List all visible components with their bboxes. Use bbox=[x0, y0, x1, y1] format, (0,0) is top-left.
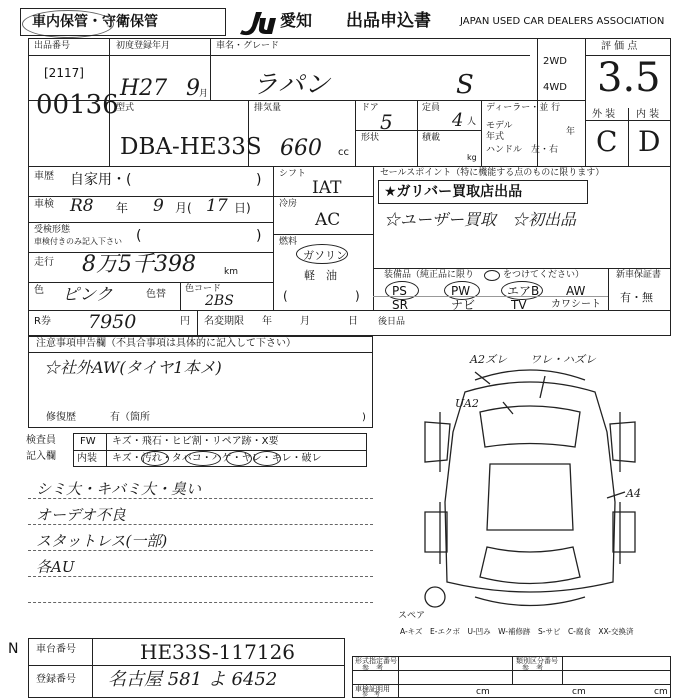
handle-label: ハンドル 左・右 bbox=[486, 145, 559, 155]
model-year-sub: 年式 bbox=[486, 132, 505, 142]
ac-label: 冷房 bbox=[279, 199, 298, 209]
notes-frame bbox=[28, 336, 373, 428]
selling-line: ☆ユーザー買取 ☆初出品 bbox=[384, 210, 577, 229]
receive-close: ) bbox=[256, 228, 262, 244]
first-reg-month: 9 bbox=[186, 76, 200, 101]
inspect-label: 車検 bbox=[34, 199, 54, 210]
storage-circle-mark bbox=[22, 10, 114, 38]
plate-label: 登録番号 bbox=[36, 674, 76, 685]
lot-label: 出品番号 bbox=[34, 41, 71, 51]
equip-sr: SR bbox=[392, 298, 408, 312]
selling-highlight: ★ガリバー買取店出品 bbox=[384, 184, 523, 200]
shift-value: IAT bbox=[312, 178, 342, 198]
type-label: 型式 bbox=[116, 103, 135, 113]
tobacco-circle bbox=[185, 451, 221, 466]
receive-note: 車検付きのみ記入下さい bbox=[34, 237, 122, 246]
fuel-gasoline: ガソリン bbox=[303, 249, 347, 262]
shift-label: シフト bbox=[279, 169, 307, 179]
drive-4wd: 4WD bbox=[543, 82, 567, 93]
equip-aw: AW bbox=[566, 284, 586, 298]
lot-small-number: [2117] bbox=[44, 66, 84, 80]
dim-label-2: 参 考 bbox=[362, 691, 381, 698]
deadline-label: 名変期限 bbox=[204, 316, 244, 327]
color-change-label: 色替 bbox=[146, 289, 166, 300]
use-close: ) bbox=[256, 172, 262, 188]
receive-label: 受検形態 bbox=[34, 225, 71, 235]
exterior-grade: C bbox=[596, 125, 618, 158]
model-year-label: モデル bbox=[486, 121, 513, 131]
class-label-2: 参 考 bbox=[522, 664, 543, 672]
drive-2wd: 2WD bbox=[543, 56, 567, 67]
displacement-value: 660 bbox=[280, 136, 322, 161]
interior-grade: D bbox=[638, 125, 661, 158]
equipment-label-suffix: をつけてください） bbox=[503, 270, 585, 280]
mileage-unit: km bbox=[224, 267, 238, 277]
displacement-unit: cc bbox=[338, 147, 349, 158]
color-code-label: 色コード bbox=[185, 284, 222, 294]
equip-navi: ナビ bbox=[451, 298, 476, 312]
inspector-row1: キズ・飛石・ヒビ割・リペア跡・X要 bbox=[112, 436, 279, 447]
fuel-gasoline-circle bbox=[296, 244, 348, 264]
plate-value: 名古屋 581 よ 6452 bbox=[108, 669, 278, 690]
use-label: 車歴 bbox=[34, 171, 54, 182]
ju-logo bbox=[238, 8, 278, 36]
equipment-label: 装備品（純正品に限り bbox=[384, 270, 475, 280]
ac-value: AC bbox=[315, 210, 341, 230]
mileage-label: 走行 bbox=[34, 257, 54, 268]
deadline-month: 月 bbox=[300, 316, 310, 327]
inspector-line-1: シミ大・キバミ大・臭い bbox=[36, 480, 202, 498]
region-label: 愛知 bbox=[280, 11, 313, 30]
capacity-unit: 人 bbox=[467, 117, 477, 127]
receive-open: ( bbox=[136, 228, 142, 244]
inspector-line-4: 各AU bbox=[36, 558, 75, 576]
color-code-value: 2BS bbox=[205, 293, 234, 309]
first-reg-label: 初度登録年月 bbox=[116, 41, 171, 51]
equip-leather: カワシート bbox=[551, 299, 601, 310]
doors-label: ドア bbox=[361, 103, 379, 113]
inspect-month-unit: 月( bbox=[175, 201, 192, 215]
fuel-label: 燃料 bbox=[279, 237, 298, 247]
equip-pw-circle bbox=[444, 281, 480, 300]
equip-pw: PW bbox=[451, 284, 471, 298]
lot-number: 00136 bbox=[36, 90, 119, 120]
displacement-label: 排気量 bbox=[254, 103, 282, 113]
inspector-label-1: 検査員 bbox=[26, 435, 56, 446]
fuel-close: ) bbox=[355, 289, 360, 303]
notes-label: 注意事項申告欄（不具合事項は具体的に記入して下さい） bbox=[36, 338, 296, 349]
model-label: 車名・グレード bbox=[216, 41, 280, 51]
warranty-value: 有・無 bbox=[620, 291, 653, 304]
chassis-value: HE33S-117126 bbox=[140, 640, 296, 664]
car-damage-diagram bbox=[395, 352, 665, 630]
grade-value: S bbox=[456, 70, 474, 100]
equip-airbag-circle bbox=[501, 281, 543, 300]
diagram-spare-label: スペア bbox=[398, 611, 426, 621]
repair-close: ) bbox=[362, 412, 366, 423]
year-unit: 年 bbox=[566, 127, 576, 137]
equip-airbag: エアB bbox=[507, 284, 540, 298]
dealer-label: ディーラー・並 行 bbox=[486, 103, 561, 113]
interior-label: 内 装 bbox=[636, 109, 660, 120]
inspect-era: R8 bbox=[70, 196, 94, 216]
load-label: 積載 bbox=[422, 133, 441, 143]
storage-label: 車内保管・守衛保管 bbox=[32, 14, 158, 30]
diagram-a2-label: A2ズレ bbox=[470, 353, 507, 366]
inspector-row2-tag: 内装 bbox=[77, 453, 97, 464]
equip-ps-circle bbox=[385, 281, 419, 300]
rating-value: 3.5 bbox=[597, 55, 661, 101]
inspector-line-3: スタットレス(一部) bbox=[36, 532, 168, 550]
mileage-value: 8万5千398 bbox=[82, 252, 196, 277]
use-value: 自家用・( bbox=[70, 172, 132, 188]
color-label: 色 bbox=[34, 285, 44, 296]
recycle-yen: 円 bbox=[180, 316, 190, 327]
fuel-open: ( bbox=[283, 289, 288, 303]
selling-point-label: セールスポイント（特に機能する点のものに限ります） bbox=[380, 168, 605, 178]
warranty-label: 新車保証書 bbox=[616, 270, 662, 280]
chassis-label: 車台番号 bbox=[36, 644, 76, 655]
form-title: 出品申込書 bbox=[346, 11, 431, 31]
diagram-a4-label: A4 bbox=[626, 487, 641, 500]
recycle-value: 7950 bbox=[88, 311, 137, 333]
exterior-label: 外 装 bbox=[592, 109, 616, 120]
recycle-label: R券 bbox=[34, 316, 51, 327]
class-label: 類別区分番号 bbox=[516, 657, 558, 665]
repair-label: 修復歴 bbox=[46, 412, 76, 423]
type-cert-label-2: 参 考 bbox=[362, 664, 383, 672]
load-unit: kg bbox=[467, 153, 477, 162]
inspector-row2: キズ・汚れ・タバコ・ハゲ・ヤレ・キレ・破レ bbox=[112, 453, 322, 464]
rating-label: 評 価 点 bbox=[601, 41, 638, 52]
deadline-year: 年 bbox=[262, 316, 272, 327]
stain-circle bbox=[141, 451, 169, 466]
inspect-day: 17 bbox=[206, 196, 228, 216]
fuel-light-oil: 軽 油 bbox=[304, 269, 337, 282]
dim-label: 車検証明用 bbox=[355, 685, 390, 693]
margin-mark: N bbox=[8, 641, 19, 657]
capacity-label: 定員 bbox=[422, 103, 441, 113]
type-value: DBA-HE33S bbox=[120, 134, 262, 160]
doors-value: 5 bbox=[380, 110, 393, 134]
type-cert-label: 形式指定番号 bbox=[355, 657, 397, 665]
dim-cm-2: cm bbox=[572, 687, 586, 697]
inspect-day-unit: 日) bbox=[234, 201, 251, 215]
model-name: ラパン bbox=[252, 70, 331, 100]
dim-cm-1: cm bbox=[476, 687, 490, 697]
capacity-value: 4 bbox=[452, 110, 464, 131]
equip-tv: TV bbox=[511, 298, 527, 312]
first-reg-year: H27 bbox=[120, 76, 168, 101]
yare-circle bbox=[253, 451, 281, 466]
color-value: ピンク bbox=[62, 285, 113, 305]
first-reg-month-unit: 月 bbox=[199, 89, 209, 99]
dim-cm-3: cm bbox=[654, 687, 668, 697]
inspector-label-2: 記入欄 bbox=[26, 451, 56, 462]
diagram-ua2-label: UA2 bbox=[455, 397, 479, 410]
shape-label: 形状 bbox=[361, 133, 380, 143]
association-name: JAPAN USED CAR DEALERS ASSOCIATION bbox=[460, 16, 665, 27]
equip-ps: PS bbox=[392, 284, 407, 298]
notes-line1: ☆社外AW(タイヤ1本メ) bbox=[44, 358, 222, 377]
inspector-row1-tag: FW bbox=[80, 436, 96, 447]
diagram-wave-label: ワレ・ハズレ bbox=[530, 353, 596, 366]
repair-value: 有（箇所 bbox=[110, 412, 150, 423]
inspect-month: 9 bbox=[153, 196, 164, 216]
deadline-day: 日 bbox=[348, 316, 358, 327]
equipment-label-circle bbox=[484, 270, 500, 281]
later-label: 後日品 bbox=[378, 317, 406, 327]
hage-circle bbox=[226, 451, 252, 466]
inspector-line-2: オーデオ不良 bbox=[36, 506, 126, 524]
diagram-legend: A-キズ E-エクボ U-凹み W-補修跡 S-サビ C-腐食 XX-交換済 bbox=[400, 627, 634, 636]
inspect-year-unit: 年 bbox=[116, 201, 129, 215]
